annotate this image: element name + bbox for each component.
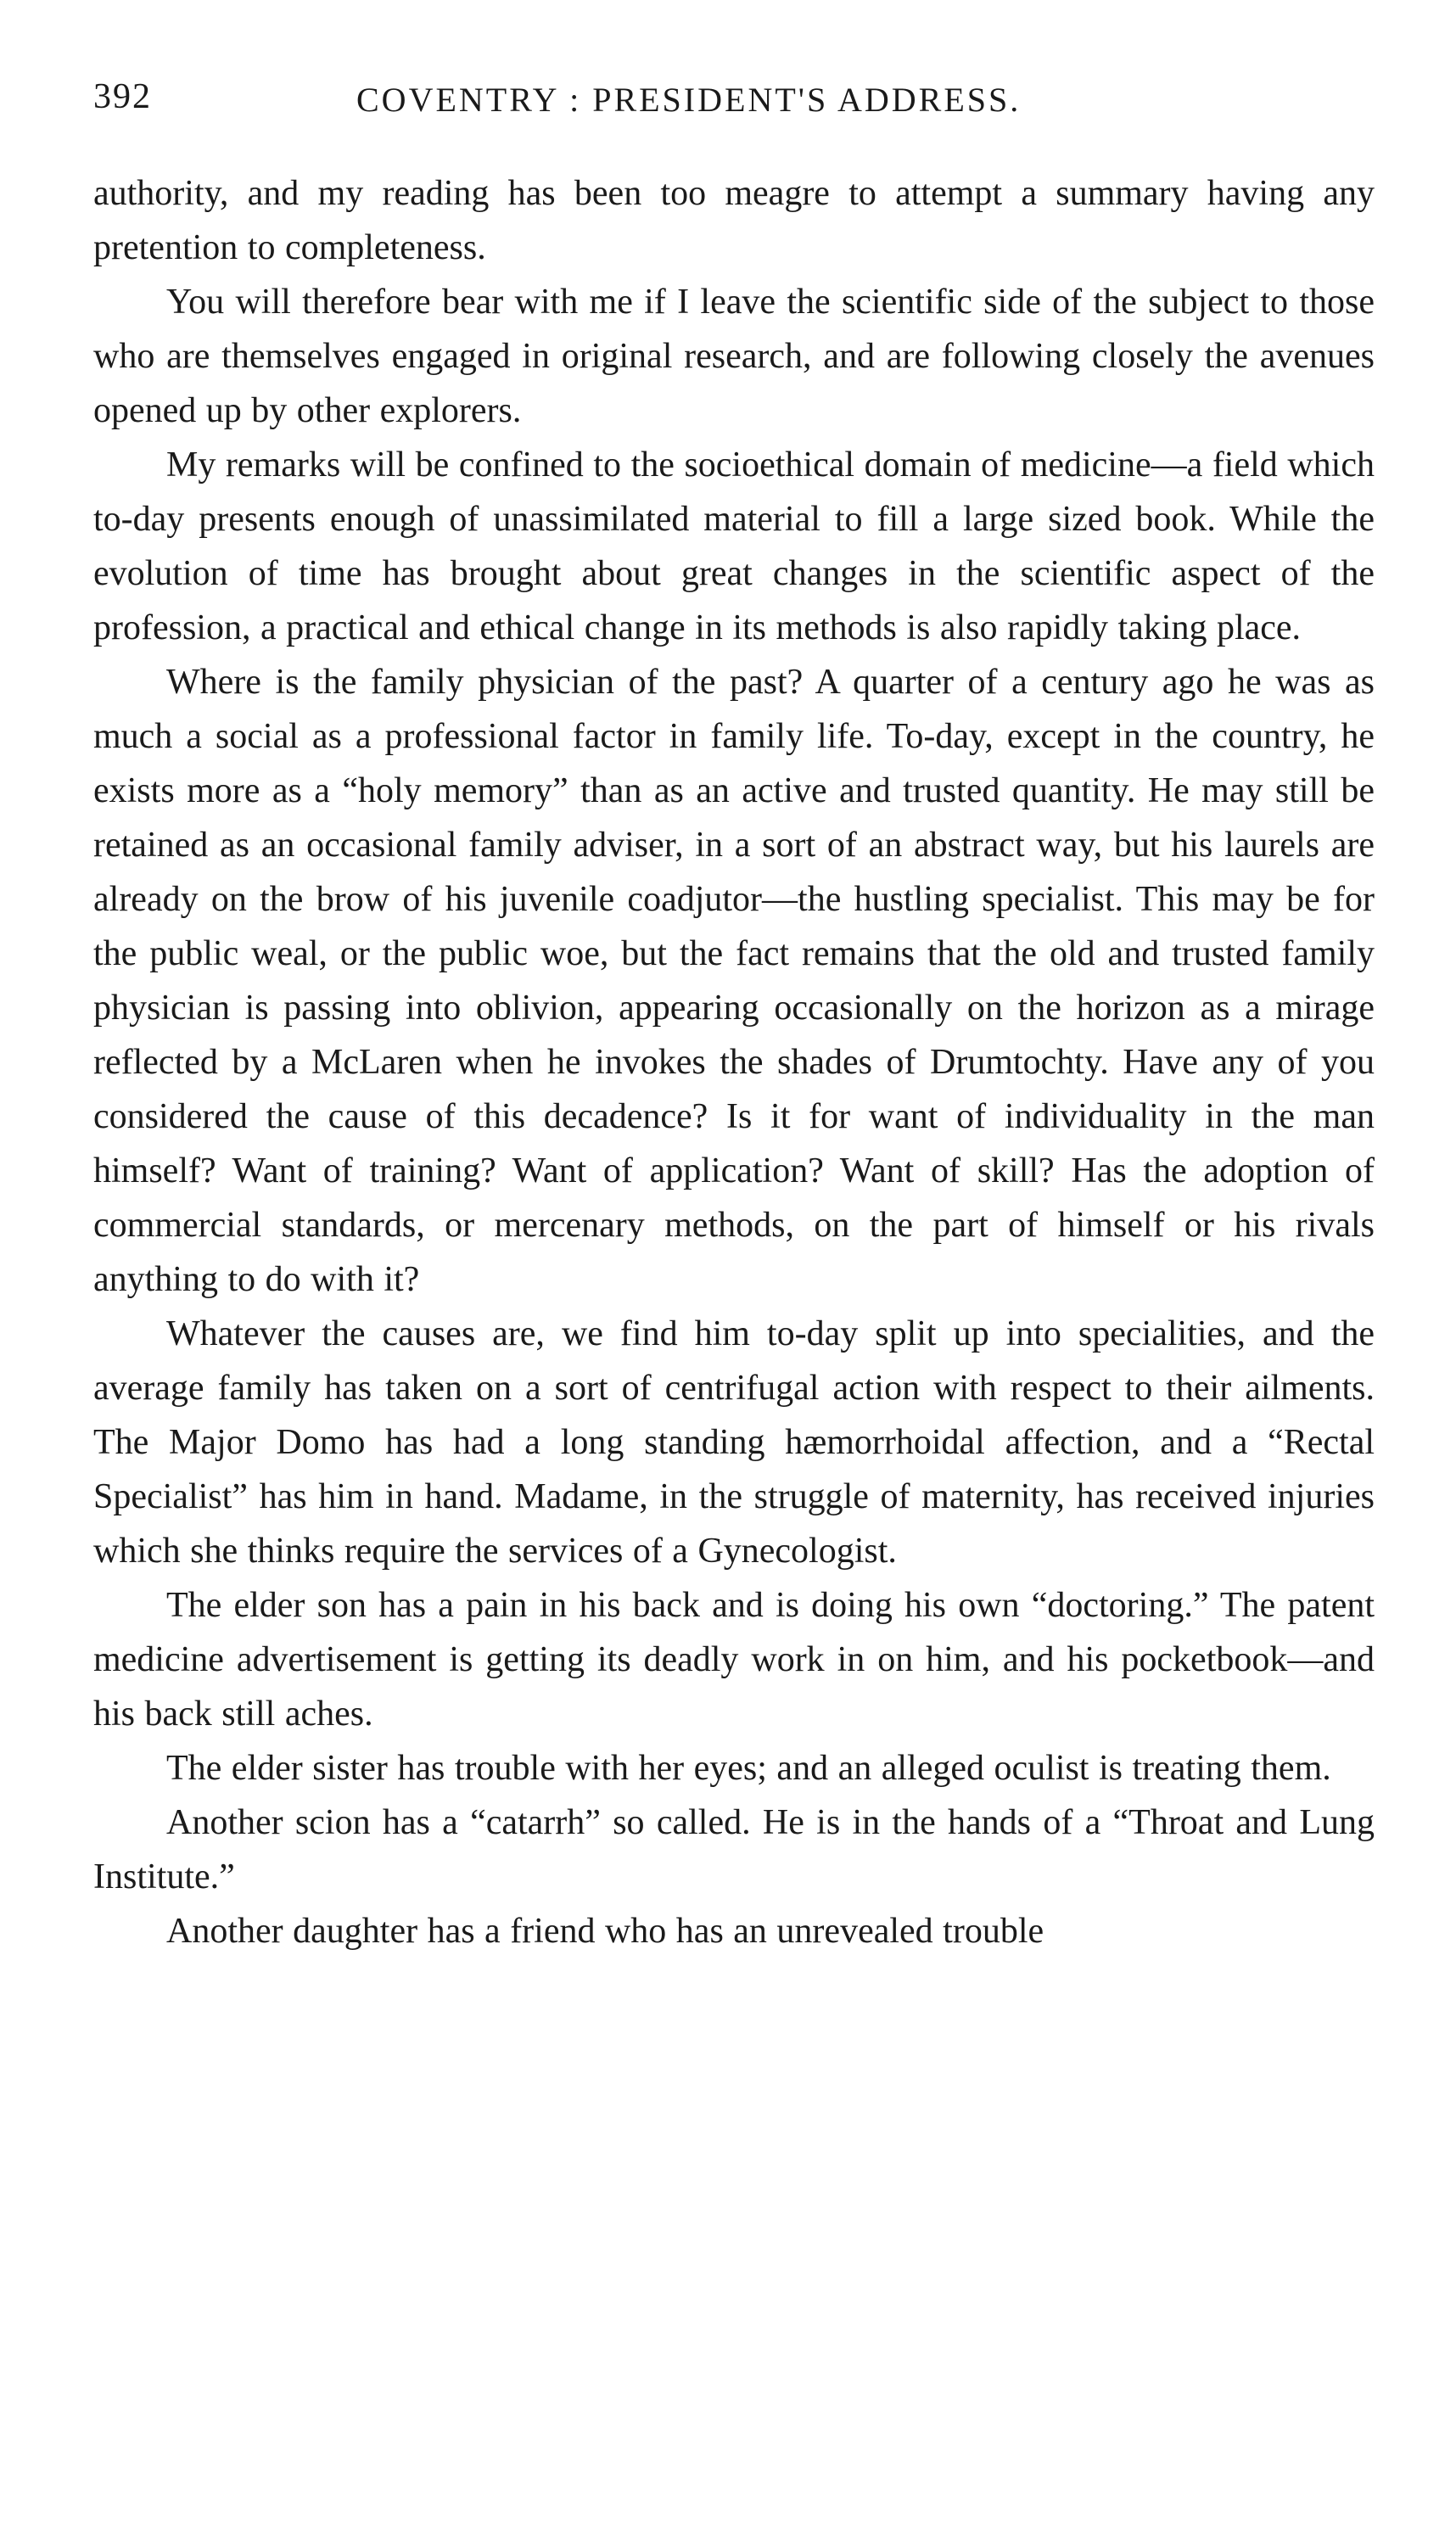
- page-number: 392: [93, 77, 152, 116]
- paragraph-continued: authority, and my reading has been too meagre to attempt a summary having any pretention to completeness.: [93, 174, 1375, 267]
- book-page: [93, 76, 1375, 1958]
- body-text: [93, 166, 1375, 1958]
- paragraph: The elder son has a pain in his back and is doing his own “doctoring.” The patent medicine advertisement is getting its deadly work in on him, and his pocketbook—and his back still aches.: [93, 1586, 1375, 1734]
- running-head: [93, 76, 1375, 127]
- paragraph: Whatever the causes are, we find him to-day split up into specialities, and the average family has taken on a sort of centrifugal action with respect to their ailments. The Major Domo has had a long standing hæmorrhoidal affection, and a “Rectal Specialist” has him in hand. Madame, in the struggle of maternity, has received injuries which she thinks require the services of a Gynecologist.: [93, 1314, 1375, 1571]
- running-title: COVENTRY : PRESIDENT'S ADDRESS.: [356, 81, 1022, 119]
- paragraph: My remarks will be confined to the socioethical domain of medicine—a field which to-day presents enough of unassimilated material to fill a large sized book. While the evolution of time has brought about great changes in the scientific aspect of the profession, a practical and ethical change in its methods is also rapidly taking place.: [93, 445, 1375, 647]
- paragraph: The elder sister has trouble with her eyes; and an alleged oculist is treating them.: [166, 1749, 1331, 1788]
- paragraph: Another scion has a “catarrh” so called. He is in the hands of a “Throat and Lung Institute.”: [93, 1803, 1375, 1896]
- paragraph: Another daughter has a friend who has an unrevealed trouble: [166, 1912, 1044, 1951]
- paragraph: You will therefore bear with me if I leave the scientific side of the subject to those who are themselves engaged in original research, and are following closely the avenues opened up by other explorers.: [93, 283, 1375, 430]
- paragraph: Where is the family physician of the past? A quarter of a century ago he was as much a social as a professional factor in family life. To-day, except in the country, he exists more as a “holy memory” than as an active and trusted quantity. He may still be retained as an occasional family adviser, in a sort of an abstract way, but his laurels are already on the brow of his juvenile coadjutor—the hustling specialist. This may be for the public weal, or the public woe, but the fact remains that the old and trusted family physician is passing into oblivion, appearing occasionally on the horizon as a mirage reflected by a McLaren when he invokes the shades of Drumtochty. Have any of you considered the cause of this decadence? Is it for want of individuality in the man himself? Want of training? Want of application? Want of skill? Has the adoption of commercial standards, or mercenary methods, on the part of himself or his rivals anything to do with it?: [93, 663, 1375, 1299]
